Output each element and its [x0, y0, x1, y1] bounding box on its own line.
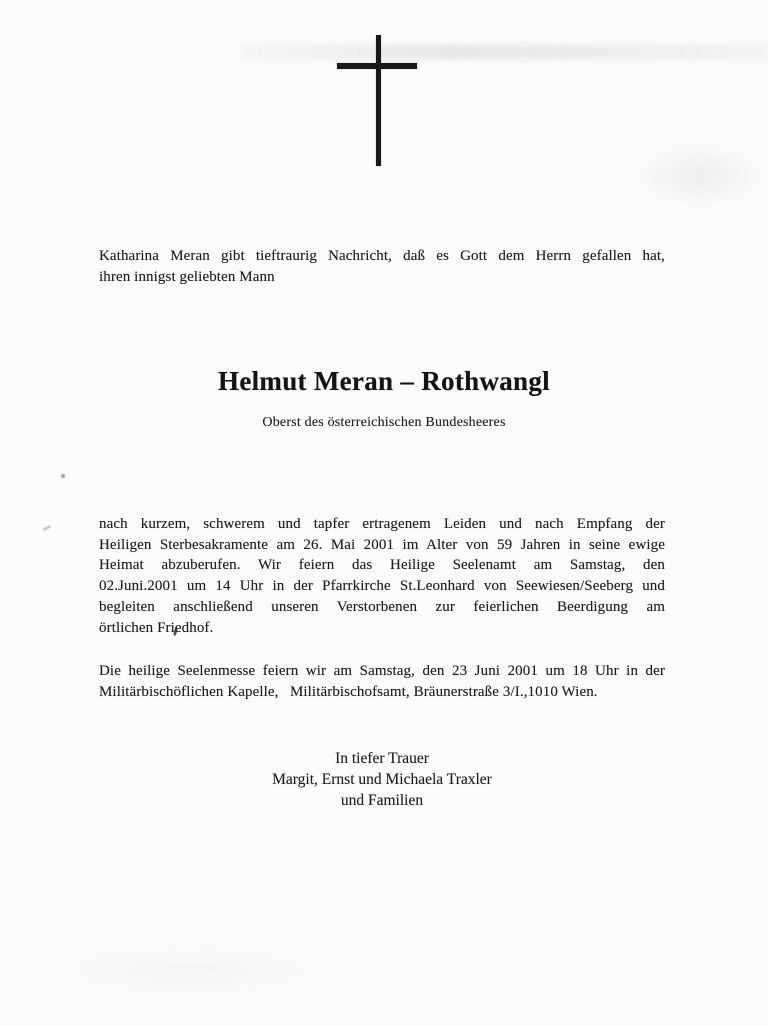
main-paragraph-line: nach kurzem, schwerem und tapfer ertragenem Leiden und nach Empfang der	[99, 516, 665, 532]
intro-line: Katharina Meran gibt tieftraurig Nachricht, daß es Gott dem Herrn gefallen hat,	[99, 248, 665, 264]
cross-horizontal-bar	[337, 63, 417, 69]
memorial-mass-line: Militärbischöflichen Kapelle, Militärbischofsamt, Bräunerstraße 3/I.,1010 Wien.	[99, 683, 598, 700]
main-paragraph-line: Heimat abzuberufen. Wir feiern das Heilige Seelenamt am Samstag, den	[99, 557, 665, 574]
cross-vertical-bar	[376, 35, 381, 166]
main-paragraph-line: 02.Juni.2001 um 14 Uhr in der Pfarrkirche St.Leonhard von Seewiesen/Seeberg und	[99, 578, 665, 595]
main-paragraph-line: begleiten anschließend unseren Verstorbenen zur feierlichen Beerdigung am	[99, 598, 665, 615]
deceased-rank-subtitle: Oberst des österreichischen Bundesheeres	[262, 415, 506, 430]
intro-paragraph	[99, 246, 665, 287]
mourners-block	[99, 748, 665, 811]
scan-artifact-smudge	[630, 140, 768, 210]
latin-cross-icon	[337, 35, 417, 166]
main-paragraph-line: Heiligen Sterbesakramente am 26. Mai 2001 im Alter von 59 Jahren in seine ewige	[99, 536, 665, 553]
scan-speck	[61, 474, 65, 478]
mourning-phrase: In tiefer Trauer	[335, 750, 429, 767]
main-paragraph	[99, 514, 665, 638]
deceased-name-title: Helmut Meran – Rothwangl	[218, 366, 550, 396]
intro-line: ihren innigst geliebten Mann	[99, 268, 275, 285]
memorial-mass-line: Die heilige Seelenmesse feiern wir am Samstag, den 23 Juni 2001 um 18 Uhr in der	[99, 663, 665, 679]
mourners-names: Margit, Ernst und Michaela Traxler	[272, 771, 492, 788]
main-paragraph-line: örtlichen Friedhof.	[99, 619, 214, 636]
scan-artifact-smudge	[40, 940, 340, 1000]
scan-artifact-band	[240, 44, 768, 60]
mourners-families: und Familien	[340, 792, 424, 809]
scan-speck	[43, 525, 51, 531]
memorial-mass-paragraph	[99, 661, 665, 702]
